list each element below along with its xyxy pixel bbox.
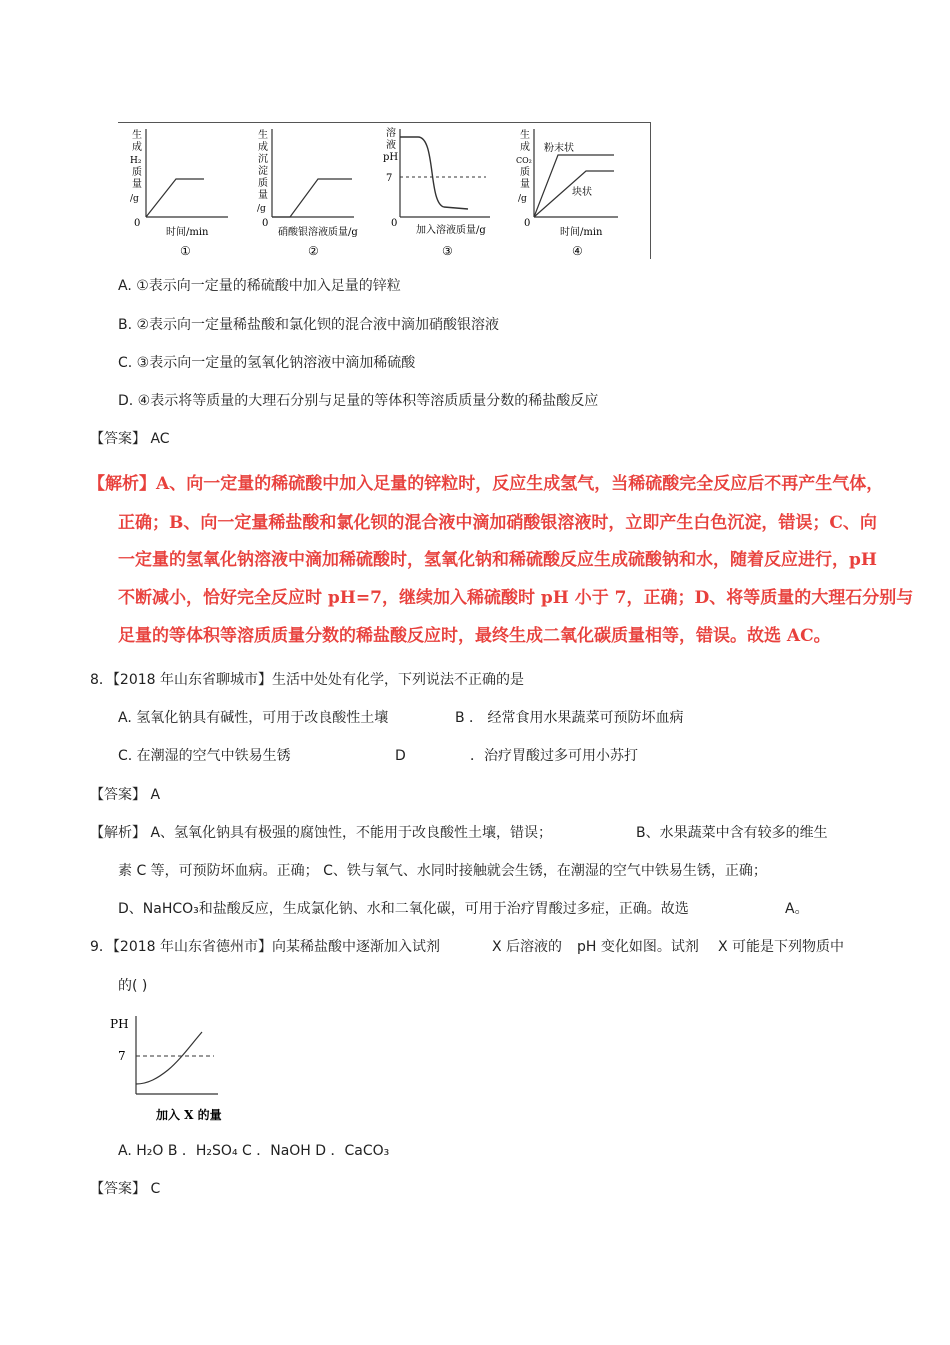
graph-1-origin: 0: [134, 218, 141, 229]
q9-ph-graph-svg: [108, 1012, 248, 1124]
graph-1-ylabel-2: H₂: [130, 156, 142, 166]
graph-1-ylabel-5: /g: [130, 194, 139, 204]
q7-analysis-line-1: 【解析】A、向一定量的稀硫酸中加入足量的锌粒时，反应生成氢气，当稀硫酸完全反应后不再产生气体，: [88, 474, 884, 494]
graph-4-origin: 0: [524, 218, 531, 229]
q9-graph-tick7: 7: [118, 1049, 126, 1063]
graph-1-number: ①: [180, 244, 191, 258]
q7-option-b: B. ②表示向一定量稀盐酸和氯化钡的混合液中滴加硝酸银溶液: [118, 317, 500, 333]
q9-answer: 【答案】 C: [90, 1181, 161, 1197]
q7-option-d: D. ④表示将等质量的大理石分别与足量的等体积等溶质质量分数的稀盐酸反应: [118, 393, 599, 409]
graph-2-ylabel-0: 生: [258, 130, 268, 141]
graph-4-ylabel-2: CO₂: [516, 156, 532, 165]
graph-1-ylabel-0: 生: [132, 130, 142, 141]
q8-analysis-line-1b: B、水果蔬菜中含有较多的维生: [636, 825, 828, 841]
graph-4: [516, 128, 618, 258]
graph-4-ylabel-0: 生: [520, 130, 530, 141]
graph-3-number: ③: [442, 244, 453, 258]
q9-graph-xlabel: 加入 X 的量: [156, 1108, 222, 1122]
q8-analysis-line-2: 素 C 等，可预防坏血病。正确； C、铁与氧气、水同时接触就会生锈，在潮湿的空气中铁易生锈，正确；: [118, 863, 767, 879]
graph-3-ylabel-2: pH: [383, 152, 399, 163]
graph-3: [383, 126, 490, 258]
graph-1-ylabel-4: 量: [132, 179, 142, 190]
q7-analysis-line-3: 一定量的氢氧化钠溶液中滴加稀硫酸时，氢氧化钠和稀硫酸反应生成硫酸钠和水，随着反应进行，pH: [118, 550, 877, 570]
graph-2-ylabel-4: 质: [258, 178, 268, 189]
q7-option-a: A. ①表示向一定量的稀硫酸中加入足量的锌粒: [118, 278, 401, 294]
figure-four-graphs: [118, 122, 651, 259]
graph-4-xlabel: 时间/min: [560, 227, 603, 238]
q7-analysis-line-2: 正确；B、向一定量稀盐酸和氯化钡的混合液中滴加硝酸银溶液时，立即产生白色沉淀，错误；C、向: [118, 513, 877, 533]
graph-2-number: ②: [308, 244, 319, 258]
q8-analysis-line-3b: A。: [785, 901, 809, 917]
q8-analysis-line-1a: 【解析】 A、氢氧化钠具有极强的腐蚀性，不能用于改良酸性土壤，错误；: [90, 825, 553, 841]
graph-2-xlabel: 硝酸银溶液质量/g: [278, 227, 358, 238]
graph-3-ylabel-1: 液: [386, 140, 396, 151]
graph-1-xlabel: 时间/min: [166, 227, 209, 238]
q9-stem-1c: pH 变化如图。试剂: [577, 939, 699, 955]
graph-2-ylabel-6: /g: [257, 204, 266, 214]
q9-stem-1a: 9．【2018 年山东省德州市】向某稀盐酸中逐渐加入试剂: [90, 939, 440, 955]
graph-3-origin: 0: [391, 218, 398, 229]
q8-answer: 【答案】 A: [90, 787, 161, 803]
q8-option-d-text: ．治疗胃酸过多可用小苏打: [470, 748, 638, 764]
q8-stem: 8．【2018 年山东省聊城市】生活中处处有化学，下列说法不正确的是: [90, 672, 524, 688]
q7-answer: 【答案】 AC: [90, 431, 170, 447]
graph-4-ylabel-3: 质: [520, 167, 530, 178]
graph-2-ylabel-3: 淀: [258, 166, 268, 177]
q9-options: A. H₂O B ．H₂SO₄ C ．NaOH D ．CaCO₃: [118, 1143, 390, 1159]
graph-4-curve2-label: 块状: [572, 187, 592, 198]
graph-1: [130, 128, 228, 258]
graph-3-xlabel: 加入溶液质量/g: [416, 225, 486, 236]
graph-3-ylabel-0: 溶: [386, 128, 396, 139]
q9-stem-1b: X 后溶液的: [492, 939, 563, 955]
q8-option-d-letter: D: [395, 748, 406, 764]
graph-2: [257, 128, 358, 258]
graphs-svg: [118, 123, 650, 259]
graph-4-curve1-label: 粉末状: [544, 143, 574, 154]
q8-option-c: C. 在潮湿的空气中铁易生锈: [118, 748, 291, 764]
graph-4-ylabel-5: /g: [518, 194, 527, 204]
q7-analysis-line-5: 足量的等体积等溶质质量分数的稀盐酸反应时，最终生成二氧化碳质量相等，错误。故选 AC。: [118, 626, 831, 646]
q9-graph-ylabel: PH: [110, 1017, 129, 1031]
q7-analysis-line-4: 不断减小，恰好完全反应时 pH=7，继续加入稀硫酸时 pH 小于 7，正确；D、将等质量的大理石分别与: [118, 588, 914, 608]
q8-option-b: B ． 经常食用水果蔬菜可预防坏血病: [455, 710, 684, 726]
q9-ph-graph: [108, 1012, 248, 1124]
graph-1-ylabel-1: 成: [132, 142, 142, 153]
graph-4-number: ④: [572, 244, 583, 258]
graph-2-ylabel-1: 成: [258, 142, 268, 153]
graph-1-ylabel-3: 质: [132, 167, 142, 178]
q8-option-a: A. 氢氧化钠具有碱性，可用于改良酸性土壤: [118, 710, 389, 726]
graph-4-ylabel-1: 成: [520, 142, 530, 153]
graph-4-ylabel-4: 量: [520, 179, 530, 190]
graph-3-tick7: 7: [386, 173, 393, 184]
q8-analysis-line-3a: D、NaHCO₃和盐酸反应，生成氯化钠、水和二氧化碳，可用于治疗胃酸过多症，正确。故选: [118, 901, 689, 917]
graph-2-ylabel-5: 量: [258, 190, 268, 201]
q9-stem-1d: X 可能是下列物质中: [718, 939, 845, 955]
graph-2-origin: 0: [262, 218, 269, 229]
q9-stem-2: 的( ): [118, 978, 148, 994]
graph-2-ylabel-2: 沉: [258, 154, 268, 165]
q7-option-c: C. ③表示向一定量的氢氧化钠溶液中滴加稀硫酸: [118, 355, 416, 371]
